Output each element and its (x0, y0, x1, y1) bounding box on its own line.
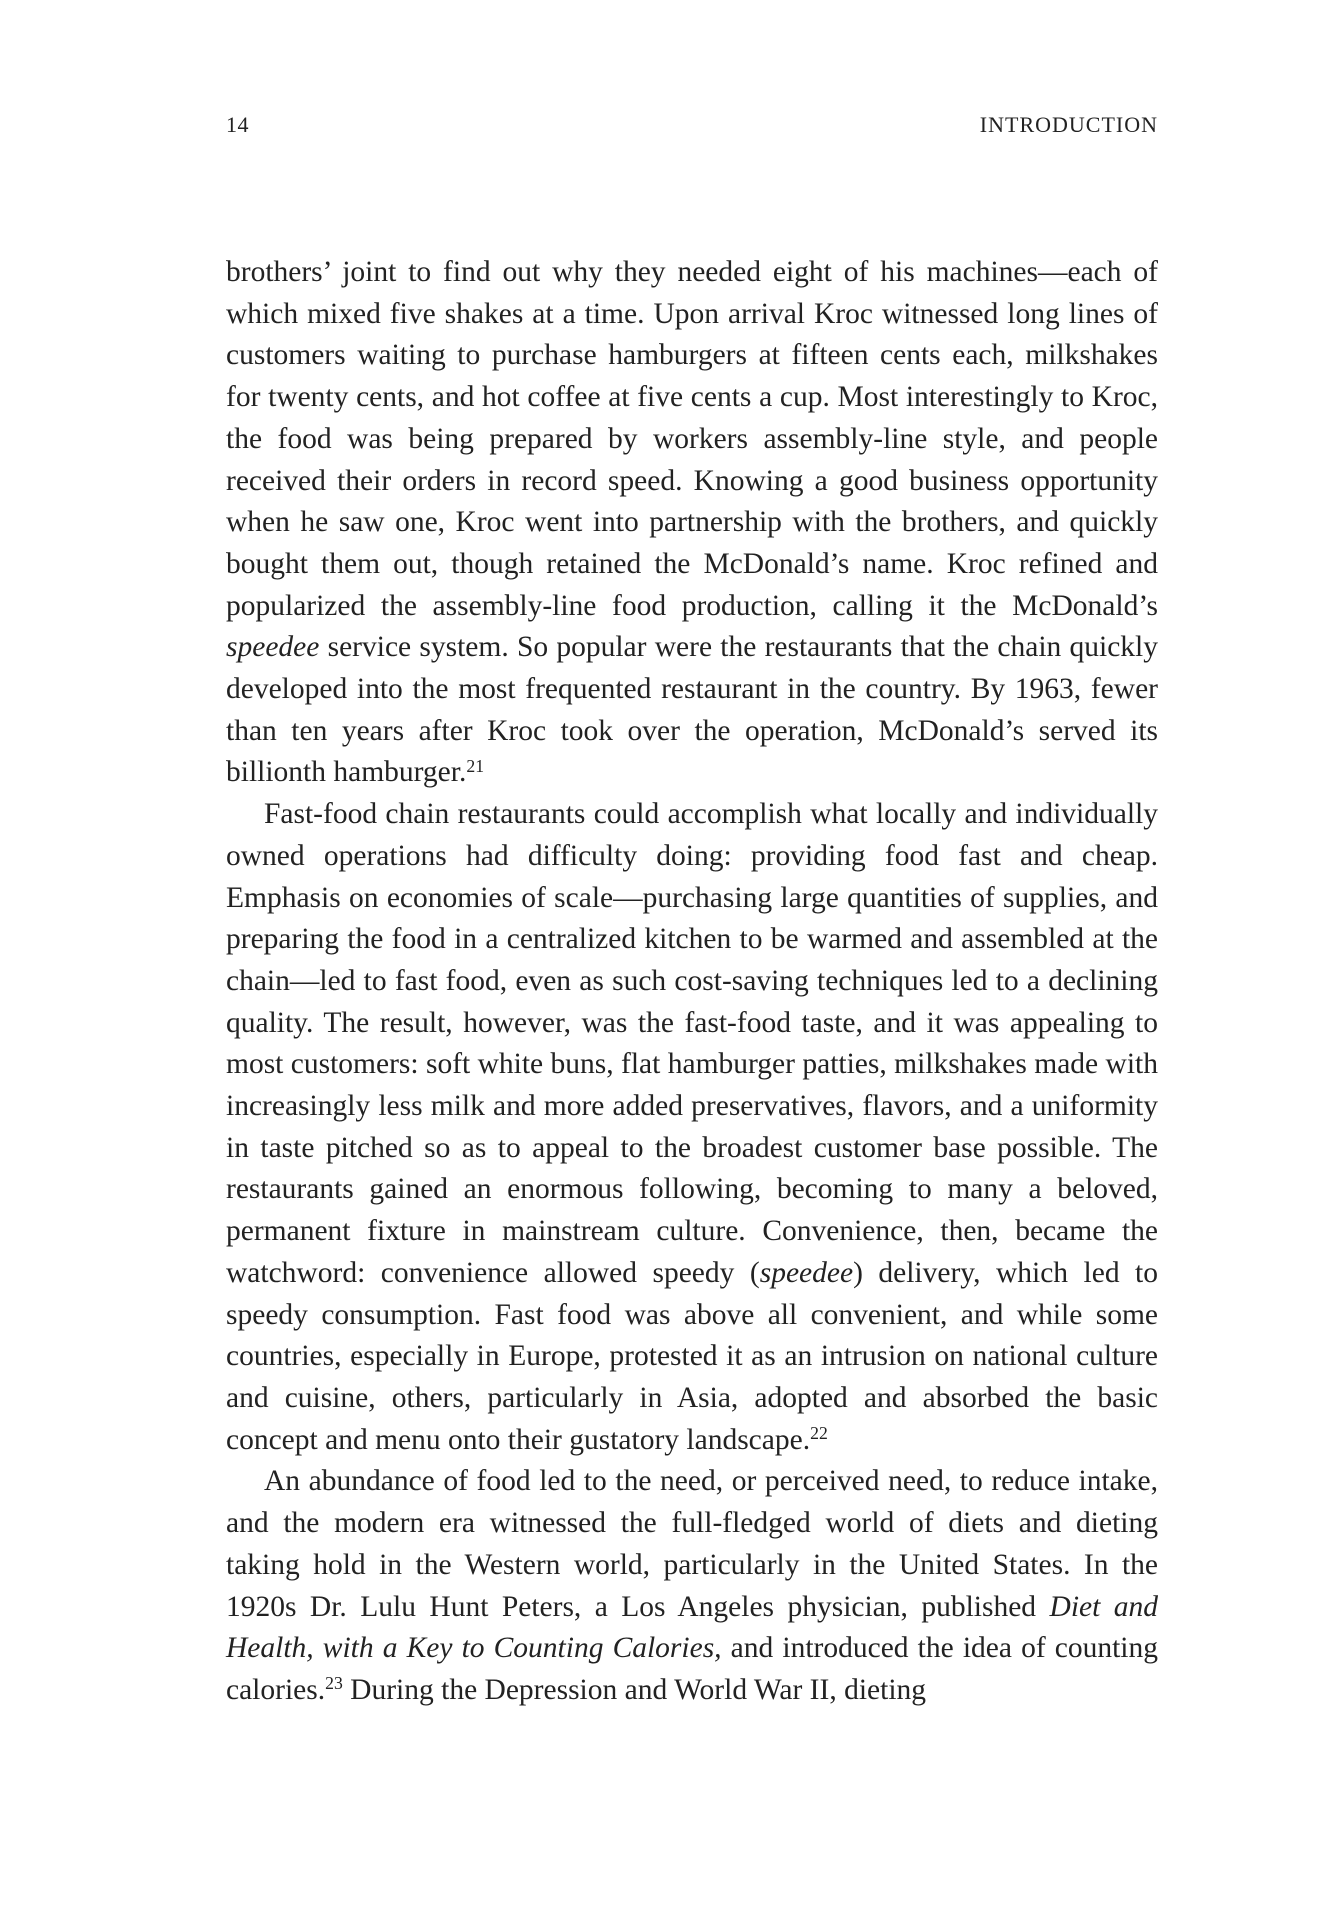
paragraph-text: An abundance of food led to the need, or perceived need, to reduce intake, and the modern era witnessed the full-fledged world of diets and dieting taking hold in the Western world, particularly in the United States. In the 1920s Dr. Lulu Hunt Peters, a Los Angeles physician, published (226, 1465, 1158, 1623)
paragraph-1 (226, 252, 1158, 794)
paragraph-text: service system. So popular were the restaurants that the chain quickly developed into the most frequented restaurant in the country. By 1963, fewer than ten years after Kroc took over the operation, McDonald’s served its billionth hamburger. (226, 631, 1158, 789)
italic-term: speedee (226, 631, 320, 664)
paragraph-text: brothers’ joint to find out why they needed eight of his machines—each of which mixed five shakes at a time. Upon arrival Kroc witnessed long lines of customers waiting to purchase hamburgers at fifteen cents each, milkshakes for twenty cents, and hot coffee at five cents a cup. Most interestingly to Kroc, the food was being prepared by workers assembly-line style, and people received their orders in record speed. Knowing a good business opportunity when he saw one, Kroc went into partnership with the brothers, and quickly bought them out, though retained the McDonald’s name. Kroc refined and popularized the assembly-line food production, calling it the McDonald’s (226, 256, 1158, 622)
paragraph-2 (226, 794, 1158, 1461)
paragraph-text: During the Depression and World War II, dieting (342, 1673, 927, 1706)
footnote-ref[interactable]: 22 (810, 1422, 828, 1443)
paragraph-text: Fast-food chain restaurants could accomplish what locally and individually owned operations had difficulty doing: providing food fast and cheap. Emphasis on economies of scale—purchasing large quantities of supplies, and preparing the food in a centralized kitchen to be warmed and assembled at the chain—led to fast food, even as such cost-saving techniques led to a declining quality. The result, however, was the fast-food taste, and it was appealing to most customers: soft white buns, flat hamburger patties, milkshakes made with increasingly less milk and more added preservatives, flavors, and a uniformity in taste pitched so as to appeal to the broadest customer base possible. The restaurants gained an enormous following, becoming to many a beloved, permanent fixture in mainstream culture. Convenience, then, became the watchword: convenience allowed speedy ( (226, 798, 1158, 1289)
paragraph-3 (226, 1461, 1158, 1711)
page-number: 14 (226, 112, 249, 137)
body-text (226, 252, 1158, 1712)
footnote-ref[interactable]: 21 (466, 755, 485, 776)
italic-term: speedee (759, 1256, 854, 1289)
footnote-ref[interactable]: 23 (325, 1673, 343, 1694)
book-title: Diet and Health, with a Key to Counting Calories, (226, 1590, 1158, 1665)
running-title: INTRODUCTION (979, 112, 1158, 137)
paragraph-text: and introduced the idea of counting calories. (226, 1632, 1158, 1706)
paragraph-text: ) delivery, which led to speedy consumption. Fast food was above all convenient, and while some countries, especially in Europe, protested it as an intrusion on national culture and cuisine, others, particularly in Asia, adopted and absorbed the basic concept and menu onto their gustatory landscape. (226, 1256, 1158, 1456)
running-head (226, 112, 1158, 140)
